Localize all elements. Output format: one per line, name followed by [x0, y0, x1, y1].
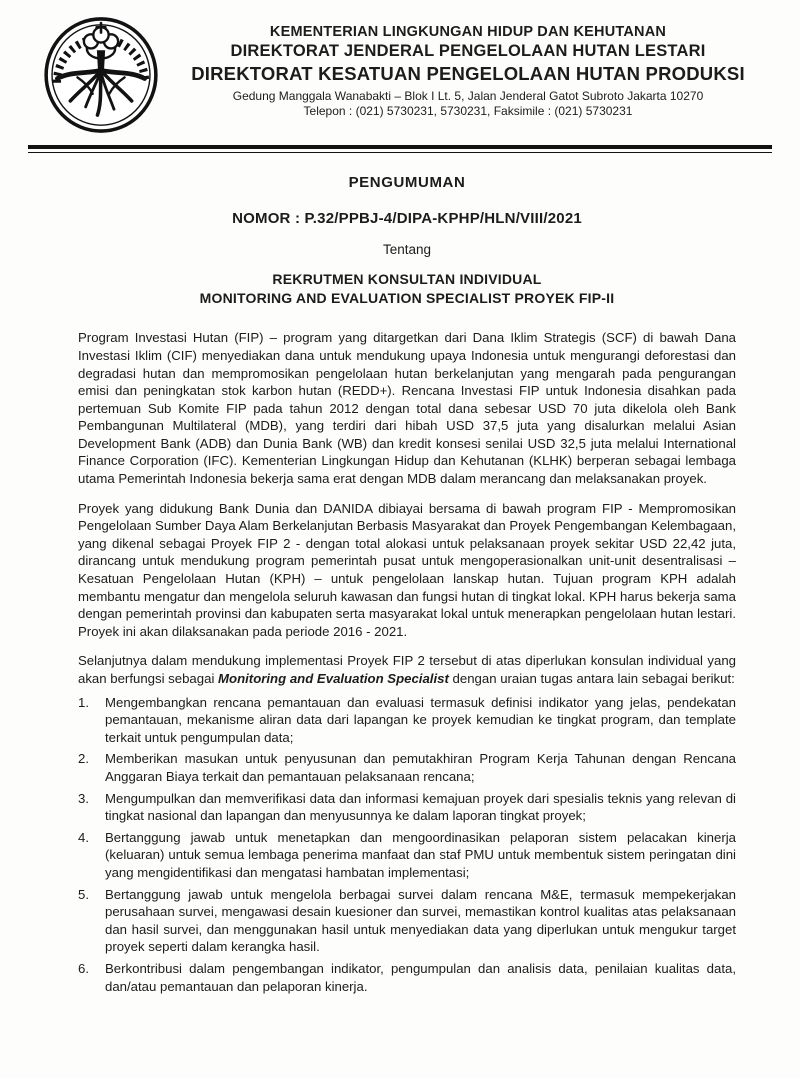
list-item-text: Berkontribusi dalam pengembangan indikator, pengumpulan dan analisis data, penilaian kualitas data, dan/atau pemantauan dan pelaporan kinerja.	[105, 960, 736, 994]
consultant-intro-after: dengan uraian tugas antara lain sebagai berikut:	[448, 671, 735, 687]
task-list	[78, 694, 736, 996]
list-item	[78, 960, 736, 995]
list-item-text: Bertanggung jawab untuk menetapkan dan mengoordinasikan pelaporan sistem pelacakan kinerja (keluaran) untuk semua lembaga penerima manfaat dan staf PMU untuk membentuk sistem peringatan dini yang mengidentifikasi dan mengatasi hambatan implementasi;	[105, 829, 736, 880]
paragraph-fip2-project: Proyek yang didukung Bank Dunia dan DANIDA dibiayai bersama di bawah program FIP - Mempromosikan Pengelolaan Sumber Daya Alam Berkelanjutan Berbasis Masyarakat dan Proyek Pengembangan Kelembagaan, yang dikenal sebagai Proyek FIP 2 - dengan total alokasi untuk pelaksanaan proyek sekitar USD 22,42 juta, dirancang untuk mendukung program pemerintah pusat untuk mengoperasionalkan unit-unit desentralisasi – Kesatuan Pengelolaan Hutan (KPH) – untuk pengelolaan lanskap hutan. Tujuan program KPH adalah membantu mengatur dan mengelola seluruh kawasan dan fungsi hutan di tingkat lokal. KPH harus bekerja sama dengan pemerintah provinsi dan kabupaten serta masyarakat lokal untuk menerapkan pengelolaan hutan lestari. Proyek ini akan dilaksanakan pada periode 2016 - 2021.	[78, 500, 736, 639]
directorate-name: DIREKTORAT KESATUAN PENGELOLAAN HUTAN PRODUKSI	[191, 63, 745, 84]
list-item-number: 3.	[78, 790, 89, 806]
tree-roots-emblem-icon	[42, 16, 160, 134]
list-item-number: 4.	[78, 829, 89, 845]
list-item-number: 1.	[78, 694, 89, 710]
office-phone: Telepon : (021) 5730231, 5730231, Faksimile : (021) 5730231	[303, 104, 633, 118]
paragraph-consultant-intro	[78, 652, 736, 687]
subject-line-1: REKRUTMEN KONSULTAN INDIVIDUAL	[272, 271, 542, 288]
list-item	[78, 694, 736, 747]
announcement-number: NOMOR : P.32/PPBJ-4/DIPA-KPHP/HLN/VIII/2021	[232, 210, 582, 228]
list-item-number: 5.	[78, 886, 89, 902]
subject-line-2: MONITORING AND EVALUATION SPECIALIST PROYEK FIP-II	[199, 289, 615, 306]
list-item-number: 6.	[78, 960, 89, 976]
list-item	[78, 829, 736, 882]
list-item-text: Mengembangkan rencana pemantauan dan evaluasi termasuk definisi indikator yang jelas, pendekatan pemantauan, mekanisme aliran data dari lapangan ke proyek kemudian ke tingkat program, dan template terkait untuk pengumpulan data;	[105, 694, 736, 745]
letterhead	[0, 0, 800, 139]
directorate-general-name: DIREKTORAT JENDERAL PENGELOLAAN HUTAN LESTARI	[230, 42, 706, 60]
announcement-about-label: Tentang	[382, 242, 432, 258]
list-item	[78, 750, 736, 785]
consultant-role-title: Monitoring and Evaluation Specialist	[218, 671, 449, 687]
list-item	[78, 886, 736, 956]
ministry-name: KEMENTERIAN LINGKUNGAN HIDUP DAN KEHUTANAN	[269, 24, 667, 40]
list-item-number: 2.	[78, 751, 89, 767]
paragraph-fip-overview: Program Investasi Hutan (FIP) – program yang ditargetkan dari Dana Iklim Strategis (SCF) di bawah Dana Investasi Iklim (CIF) menyediakan dana untuk mendukung upaya Indonesia untuk mengurangi deforestasi dan degradasi hutan dan mempromosikan pengelolaan hutan berkelanjutan yang mengarah pada pengurangan emisi dan peningkatan stok karbon hutan (REDD+). Rencana Investasi FIP untuk Indonesia disahkan pada pertemuan Sub Komite FIP pada tahun 2012 dengan total dana sebesar USD 70 juta dikelola oleh Bank Pembangunan Multilateral (MDB), yang terdiri dari hibah USD 37,5 juta yang disalurkan melalui Asian Development Bank (ADB) dan Dunia Bank (WB) dan kredit konsesi senilai USD 32,5 juta melalui International Finance Corporation (IFC). Kementerian Lingkungan Hidup dan Kehutanan (KLHK) berperan sebagai lembaga utama Pemerintah Indonesia bekerja sama erat dengan MDB dalam merancang dan melaksanakan proyek.	[78, 330, 736, 487]
letterhead-divider	[28, 145, 772, 153]
document-body	[0, 153, 800, 995]
announcement-heading: PENGUMUMAN	[348, 174, 466, 192]
letterhead-text	[166, 16, 770, 118]
list-item-text: Memberikan masukan untuk penyusunan dan pemutakhiran Program Kerja Tahunan dengan Rencana Anggaran Biaya terkait dan pemantauan pelaksanaan rencana;	[105, 751, 736, 784]
list-item-text: Bertanggung jawab untuk mengelola berbagai survei dalam rencana M&E, termasuk mempekerjakan perusahaan survei, mengawasi desain kuesioner dan survei, memastikan kontrol kualitas atas pelaksanaan dan hasil survei, dan menggunakan hasil untuk menyediakan data yang diperlukan untuk mengukur target proyek seperti dalam kerangka hasil.	[105, 886, 736, 955]
list-item	[78, 790, 736, 825]
list-item-text: Mengumpulkan dan memverifikasi data dan informasi kemajuan proyek dari spesialis teknis yang relevan di tingkat nasional dan lapangan dan menyusunnya ke dalam laporan tingkat proyek;	[105, 790, 736, 824]
office-address: Gedung Manggala Wanabakti – Blok I Lt. 5, Jalan Jenderal Gatot Subroto Jakarta 10270	[232, 89, 704, 103]
ministry-logo	[42, 16, 166, 139]
divider-thick-line	[28, 145, 772, 149]
announcement-subject	[78, 270, 736, 307]
consultant-intro-before: Selanjutnya dalam mendukung implementasi Proyek FIP 2 tersebut di atas diperlukan konsulan individual yang akan berfungsi sebagai	[78, 653, 736, 687]
